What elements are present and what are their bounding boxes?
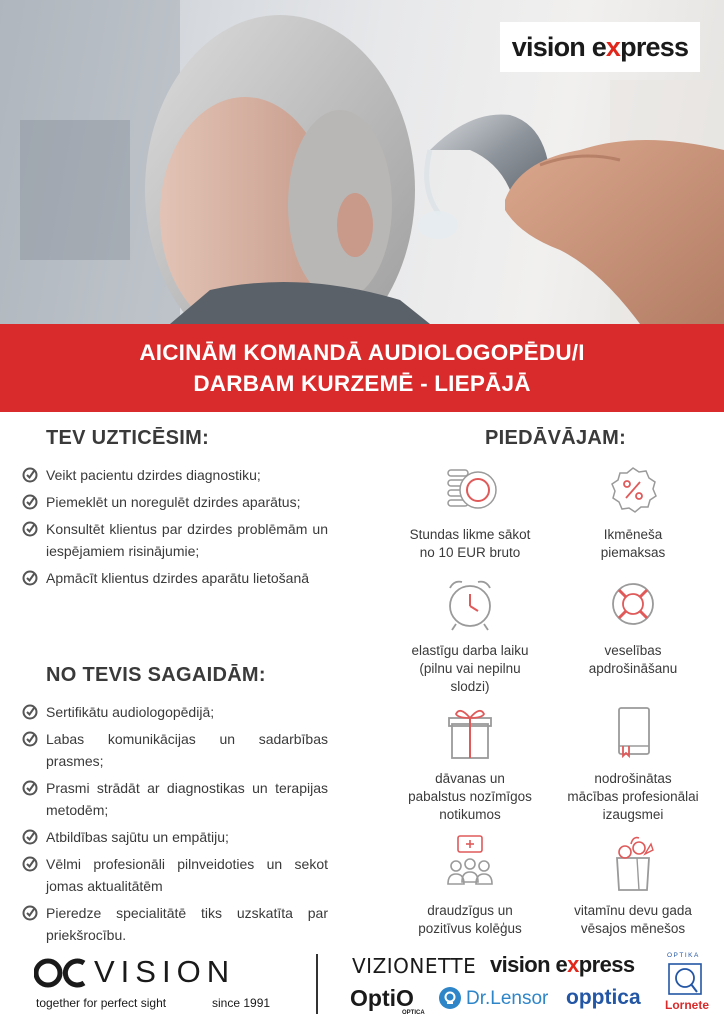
expect-list [22, 701, 328, 951]
benefit-text-3: notikumos [439, 807, 501, 822]
list-item-text: Apmācīt klientus dzirdes aparātu lietošanā [46, 570, 310, 586]
list-item [22, 777, 328, 821]
check-circle-icon [22, 905, 38, 921]
benefit-text-1: Ikmēneša [603, 527, 663, 542]
coins-icon [440, 462, 500, 518]
opptica-logo: opptica [566, 986, 641, 1009]
fruit-bag-icon [603, 834, 663, 894]
vision-express-logo [500, 22, 700, 72]
benefit-text-1: dāvanas un [435, 771, 505, 786]
vision-oc-logo-icon [34, 954, 90, 992]
job-title-banner [0, 324, 724, 412]
optio-logo: OptiO [350, 985, 414, 1011]
benefit-text-2: mācības profesionālai [567, 789, 699, 804]
list-item [22, 464, 328, 486]
ve-main-text: vision e [490, 952, 568, 977]
list-item-text: Vēlmi profesionāli pilnveidoties un sekot jomas aktualitātēm [46, 856, 328, 894]
list-item [22, 853, 328, 897]
check-circle-icon [22, 856, 38, 872]
benefit-text-2: piemaksas [600, 545, 666, 560]
ve-x-text: x [567, 952, 579, 977]
benefit-text-2: no 10 EUR bruto [419, 545, 521, 560]
lornete-logo: Lornete [665, 998, 710, 1012]
benefit-item [395, 462, 545, 562]
list-item-text: Veikt pacientu dzirdes diagnostiku; [46, 467, 261, 483]
list-item-text: Piemeklēt un noregulēt dzirdes aparātus; [46, 494, 301, 510]
logo-end-text: press [620, 31, 689, 62]
vizionette-logo: VIZIONETTE [352, 954, 477, 978]
list-item [22, 701, 328, 723]
optika-small-text: OPTIKA [667, 952, 700, 959]
hero-photo [0, 0, 724, 324]
lifebuoy-icon [603, 574, 663, 634]
trust-list [22, 464, 328, 594]
check-circle-icon [22, 731, 38, 747]
check-circle-icon [22, 467, 38, 483]
gift-icon [440, 702, 500, 762]
check-circle-icon [22, 704, 38, 720]
benefit-text-2: (pilnu vai nepilnu [419, 661, 521, 676]
benefit-text-1: vitamīnu devu gada [574, 903, 692, 918]
list-item-text: Sertifikātu audiologopēdijā; [46, 704, 215, 720]
benefit-item [395, 834, 545, 938]
benefit-item [558, 462, 708, 562]
benefit-text-1: elastīgu darba laiku [411, 643, 529, 658]
check-circle-icon [22, 780, 38, 796]
benefit-text-3: izaugsmei [602, 807, 664, 822]
benefit-text-2: pabalstus nozīmīgos [408, 789, 532, 804]
team-icon [440, 834, 500, 894]
offer-heading: PIEDĀVĀJAM: [485, 427, 627, 449]
list-item [22, 826, 328, 848]
list-item-text: Prasmi strādāt ar diagnostikas un terapijas metodēm; [46, 780, 328, 818]
lornete-logo-icon [667, 962, 703, 996]
banner-line-1: AICINĀM KOMANDĀ AUDIOLOGOPĒDU/I [139, 340, 585, 365]
list-item [22, 567, 328, 589]
benefit-item [558, 702, 708, 824]
check-circle-icon [22, 494, 38, 510]
list-item-text: Labas komunikācijas un sadarbības prasmes; [46, 731, 328, 769]
dr-lensor-icon [438, 986, 462, 1010]
check-circle-icon [22, 570, 38, 586]
benefit-text-1: Stundas likme sākot [409, 527, 531, 542]
banner-line-2: DARBAM KURZEMĒ - LIEPĀJĀ [193, 371, 531, 396]
check-circle-icon [22, 521, 38, 537]
benefit-item [395, 574, 545, 696]
dr-lensor-logo: Dr.Lensor [466, 988, 549, 1009]
list-item [22, 518, 328, 562]
benefit-text-3: slodzi) [450, 679, 490, 694]
optio-sub-text: OPTICA [402, 1010, 425, 1016]
list-item [22, 491, 328, 513]
benefit-text-1: veselības [604, 643, 662, 658]
benefit-text-2: pozitīvus kolēģus [418, 921, 522, 936]
alarm-clock-icon [440, 574, 500, 634]
benefit-item [395, 702, 545, 824]
footer-brands [0, 940, 724, 1024]
list-item-text: Atbildības sajūtu un empātiju; [46, 829, 229, 845]
vision-since: since 1991 [212, 996, 271, 1010]
list-item [22, 728, 328, 772]
vision-tagline: together for perfect sight [36, 996, 167, 1010]
ve-end-text: press [578, 952, 635, 977]
trust-heading: TEV UZTICĒSIM: [46, 427, 210, 449]
benefit-text-1: nodrošinātas [594, 771, 672, 786]
benefit-text-1: draudzīgus un [427, 903, 513, 918]
logo-x-text: x [605, 31, 621, 62]
footer-divider [316, 954, 318, 1014]
benefit-item [558, 834, 708, 938]
benefit-text-2: vēsajos mēnešos [580, 921, 686, 936]
list-item-text: Konsultēt klientus par dzirdes problēmām un iespējamiem risinājumie; [46, 521, 328, 559]
percent-badge-icon [603, 462, 663, 518]
check-circle-icon [22, 829, 38, 845]
benefit-item [558, 574, 708, 678]
expect-heading: NO TEVIS SAGAIDĀM: [46, 664, 266, 686]
vision-express-footer-logo [490, 952, 634, 978]
book-icon [603, 702, 663, 762]
benefit-text-2: apdrošināšanu [588, 661, 678, 676]
logo-main-text: vision e [511, 31, 606, 62]
vision-wordmark: VISION [94, 954, 236, 989]
list-item-text: Pieredze specialitātē tiks uzskatīta par priekšrocību. [46, 905, 328, 943]
